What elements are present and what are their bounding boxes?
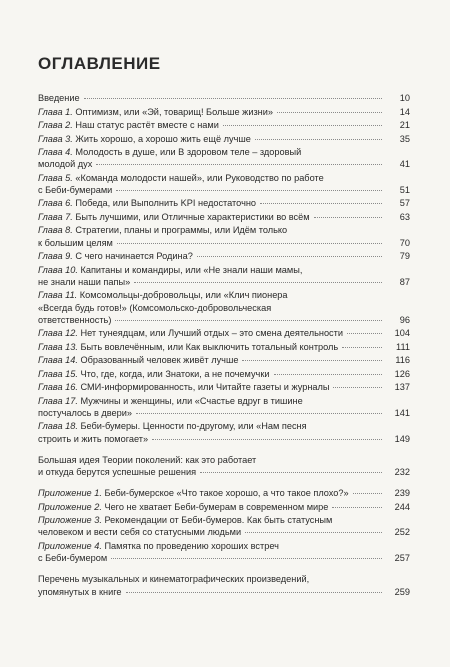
dot-leader [84,97,382,99]
chapter-label: Глава 2. [38,120,73,130]
toc-entry[interactable] [38,540,410,564]
toc-entry-line [38,466,410,478]
toc-entry[interactable] [38,368,410,380]
toc-entry-text [38,420,307,432]
page-number: 141 [394,407,410,418]
toc-entry-title: Нет тунеядцам, или Лучший отдых – это смена деятельности [80,328,343,339]
toc-entry-title: Капитаны и командиры, или «Не знали наши мамы, [80,264,303,275]
toc-entry-text [38,327,343,339]
toc-entry-title: постучалось в двери» [38,407,133,418]
toc-entry-line [38,354,410,366]
chapter-label: Глава 7. [38,211,73,222]
toc-entry[interactable] [38,341,410,353]
toc-entry-line [38,211,410,223]
page-number: 252 [394,527,410,538]
dot-leader [342,346,382,348]
page-number: 70 [399,237,410,248]
toc-entry-line [38,526,410,538]
toc-entry-text [38,276,130,288]
toc-entry[interactable] [38,224,410,248]
toc-entry[interactable] [38,133,410,145]
page-number: 79 [399,251,410,262]
toc-entry-text [38,133,251,145]
page-number: 96 [399,314,410,325]
toc-entry-line [38,133,410,145]
toc-entry-title: «Всегда будь готов!» (Комсомольско-добровольческая [38,302,272,313]
page-number: 51 [399,184,410,195]
toc-entry-text [38,197,256,209]
toc-entry-title: к большим целям [38,237,113,248]
chapter-label: Приложение 4. [38,540,102,551]
toc-entry-line [38,552,410,564]
toc-entry[interactable] [38,172,410,196]
toc-entry-title: и откуда берутся успешные решения [38,467,197,478]
toc-entry[interactable] [38,501,410,513]
toc-entry-title: человеком и вести себя со статусными людьми [38,527,242,538]
toc-entry-text [38,501,328,513]
toc-entry[interactable] [38,420,410,444]
toc-entry[interactable] [38,146,410,170]
chapter-label: Глава 18. [38,421,78,432]
dot-leader [255,138,382,140]
dot-leader [260,202,382,204]
toc-entry-line [38,106,410,118]
dot-leader [96,163,382,165]
toc-entry-title: «Команда молодости нашей», или Руководство по работе [75,172,324,183]
toc-entry-line [38,341,410,353]
toc-entry-title: молодой дух [38,159,93,170]
chapter-label: Глава 15. [38,368,78,379]
toc-entry-text [38,184,112,196]
toc-entry-text [38,514,332,526]
chapter-label: Глава 4. [38,147,73,157]
toc-entry[interactable] [38,106,410,118]
toc-entry-text [38,433,148,445]
page-number: 63 [399,211,410,222]
dot-leader [111,557,382,559]
toc-entry-line [38,158,410,170]
section-gap [38,478,410,487]
dot-leader [332,506,382,508]
section-gap [38,445,410,454]
toc-entry-text [38,158,92,170]
toc-entry-line [38,92,410,104]
chapter-label: Глава 12. [38,328,78,339]
dot-leader [277,111,382,113]
toc-entry-text [38,586,122,598]
toc-entry-title: Комсомольцы-добровольцы, или «Клич пионера [79,290,288,301]
dot-leader [274,373,383,375]
dot-leader [353,492,382,494]
toc-entry[interactable] [38,454,410,478]
toc-entry-text [38,381,329,393]
toc-entry-title: с Беби-бумерами [38,184,113,195]
toc-entry-text [38,106,273,118]
toc-entry-text [38,540,279,552]
toc-entry-title: с Беби-бумером [38,553,108,564]
dot-leader [116,189,382,191]
toc-entry[interactable] [38,573,410,597]
chapter-label: Глава 9. [38,251,73,262]
toc-entry-title: Введение [38,93,80,103]
toc-entry-text [38,341,338,353]
chapter-label: Глава 1. [38,106,73,117]
toc-entry-line [38,454,410,466]
toc-entry-text [38,172,324,184]
toc-entry-line [38,487,410,499]
toc-entry[interactable] [38,327,410,339]
toc-entry-line [38,540,410,552]
dot-leader [117,242,382,244]
toc-entry-line [38,327,410,339]
toc-entry-title: СМИ-информированность, или Читайте газеты и журналы [80,382,330,393]
dot-leader [134,281,382,283]
toc-entry[interactable] [38,264,410,288]
toc-entry[interactable] [38,354,410,366]
chapter-label: Глава 13. [38,341,78,352]
page-number: 14 [399,106,410,117]
toc-entry-title: не знали наши папы» [38,276,131,287]
toc-entry-text [38,526,241,538]
toc-entry-text [38,407,132,419]
toc-entry-line [38,250,410,262]
dot-leader [115,319,382,321]
chapter-label: Глава 5. [38,172,73,183]
toc-entry-title: Мужчины и женщины, или «Счастье вдруг в тишине [80,395,303,406]
toc-entry-text [38,250,193,262]
dot-leader [223,124,382,126]
page-number: 10 [399,93,410,103]
toc-entry-line [38,395,410,407]
toc-entry-text [38,466,196,478]
toc-entry[interactable] [38,211,410,223]
dot-leader [136,412,382,414]
toc-entry-line [38,314,410,326]
page-number: 232 [394,467,410,478]
toc-entry-text [38,92,80,104]
chapter-label: Приложение 2. [38,501,102,512]
chapter-label: Глава 10. [38,264,78,275]
toc-entry[interactable] [38,514,410,538]
toc-entry-title: Большая идея Теории поколений: как это работает [38,454,257,465]
toc-entry-text [38,119,219,131]
table-of-contents [38,92,410,598]
chapter-label: Глава 14. [38,355,78,366]
dot-leader [314,216,382,218]
toc-entry-title: Памятка по проведению хороших встреч [104,540,279,551]
chapter-label: Глава 16. [38,382,78,393]
toc-entry[interactable] [38,381,410,393]
chapter-label: Глава 6. [38,198,73,209]
toc-entry-title: Беби-бумеры. Ценности по-другому, или «Нам песня [80,421,307,432]
chapter-label: Глава 17. [38,395,78,406]
toc-entry[interactable] [38,197,410,209]
toc-entry-title: Что, где, когда, или Знатоки, а не почемучки [80,368,270,379]
toc-entry-text [38,573,309,585]
toc-entry-text [38,368,270,380]
toc-entry-title: Оптимизм, или «Эй, товарищ! Больше жизни» [75,106,273,117]
toc-entry-line [38,573,410,585]
toc-entry-line [38,119,410,131]
page-number: 259 [394,586,410,597]
page-number: 21 [399,120,410,130]
toc-entry-line [38,172,410,184]
toc-entry-line [38,146,410,158]
page-number: 116 [395,355,410,366]
toc-entry-title: ответственность) [38,314,112,325]
toc-entry-text [38,237,113,249]
toc-entry-text [38,289,288,301]
toc-entry-line [38,276,410,288]
page-number: 87 [399,276,410,287]
page-number: 126 [394,368,410,379]
toc-entry-line [38,264,410,276]
page-number: 41 [399,159,410,170]
toc-entry-title: строить и жить помогает» [38,433,149,444]
page-title: ОГЛАВЛЕНИЕ [38,54,161,73]
dot-leader [347,332,382,334]
page-number: 244 [394,501,410,512]
toc-entry-text [38,487,349,499]
toc-entry-line [38,224,410,236]
dot-leader [333,386,382,388]
chapter-label: Глава 8. [38,225,73,236]
toc-entry-text [38,211,310,223]
page-number: 57 [399,198,410,209]
toc-entry-line [38,586,410,598]
toc-entry-line [38,302,410,314]
toc-entry-title: Быть вовлечённым, или Как выключить тотальный контроль [80,341,339,352]
chapter-label: Приложение 1. [38,488,102,499]
toc-entry-line [38,184,410,196]
toc-entry-title: Рекомендации от Беби-бумеров. Как быть статусным [104,515,333,526]
dot-leader [152,438,382,440]
toc-entry-text [38,395,303,407]
toc-entry[interactable] [38,487,410,499]
page-number: 257 [394,553,410,564]
page-number: 137 [394,382,410,393]
toc-entry-line [38,237,410,249]
toc-entry[interactable] [38,119,410,131]
toc-entry-text [38,302,271,314]
toc-entry-title: Быть лучшими, или Отличные характеристики во всём [75,211,310,222]
dot-leader [197,255,382,257]
toc-entry-title: упомянутых в книге [38,586,122,597]
toc-entry-title: Молодость в душе, или В здоровом теле – здоровый [75,147,302,157]
toc-entry-title: Перечень музыкальных и кинематографических произведений, [38,574,310,585]
chapter-label: Глава 3. [38,133,73,144]
toc-entry[interactable] [38,250,410,262]
page-number: 111 [396,341,410,352]
page-number: 149 [394,433,410,444]
chapter-label: Глава 11. [38,290,78,301]
toc-entry-text [38,354,238,366]
toc-entry-line [38,501,410,513]
toc-entry-title: С чего начинается Родина? [75,251,193,262]
toc-entry-title: Образованный человек живёт лучше [80,355,239,366]
toc-entry-title: Стратегии, планы и программы, или Идём только [75,225,288,236]
section-gap [38,564,410,573]
toc-entry-line [38,433,410,445]
toc-entry-text [38,224,287,236]
toc-entry-text [38,454,256,466]
toc-entry[interactable] [38,289,410,326]
toc-entry-text [38,264,302,276]
dot-leader [126,591,382,593]
toc-entry-line [38,289,410,301]
toc-entry-text [38,552,107,564]
toc-entry-line [38,197,410,209]
toc-entry[interactable] [38,395,410,419]
toc-entry-title: Чего не хватает Беби-бумерам в современном мире [104,501,329,512]
toc-entry-line [38,407,410,419]
toc-entry-title: Жить хорошо, а хорошо жить ещё лучше [75,133,251,144]
page-number: 35 [399,133,410,144]
toc-entry-line [38,368,410,380]
chapter-label: Приложение 3. [38,515,102,526]
toc-entry-line [38,381,410,393]
dot-leader [200,471,382,473]
dot-leader [242,359,382,361]
page-number: 239 [394,488,410,499]
page-number: 104 [394,328,410,339]
toc-entry-title: Победа, или Выполнить KPI недостаточно [75,198,257,209]
toc-entry[interactable] [38,92,410,104]
toc-entry-title: Наш статус растёт вместе с нами [75,120,219,130]
dot-leader [245,531,382,533]
toc-entry-text [38,146,301,158]
toc-entry-title: Беби-бумерское «Что такое хорошо, а что такое плохо?» [104,488,349,499]
toc-entry-line [38,420,410,432]
toc-entry-line [38,514,410,526]
toc-entry-text [38,314,111,326]
